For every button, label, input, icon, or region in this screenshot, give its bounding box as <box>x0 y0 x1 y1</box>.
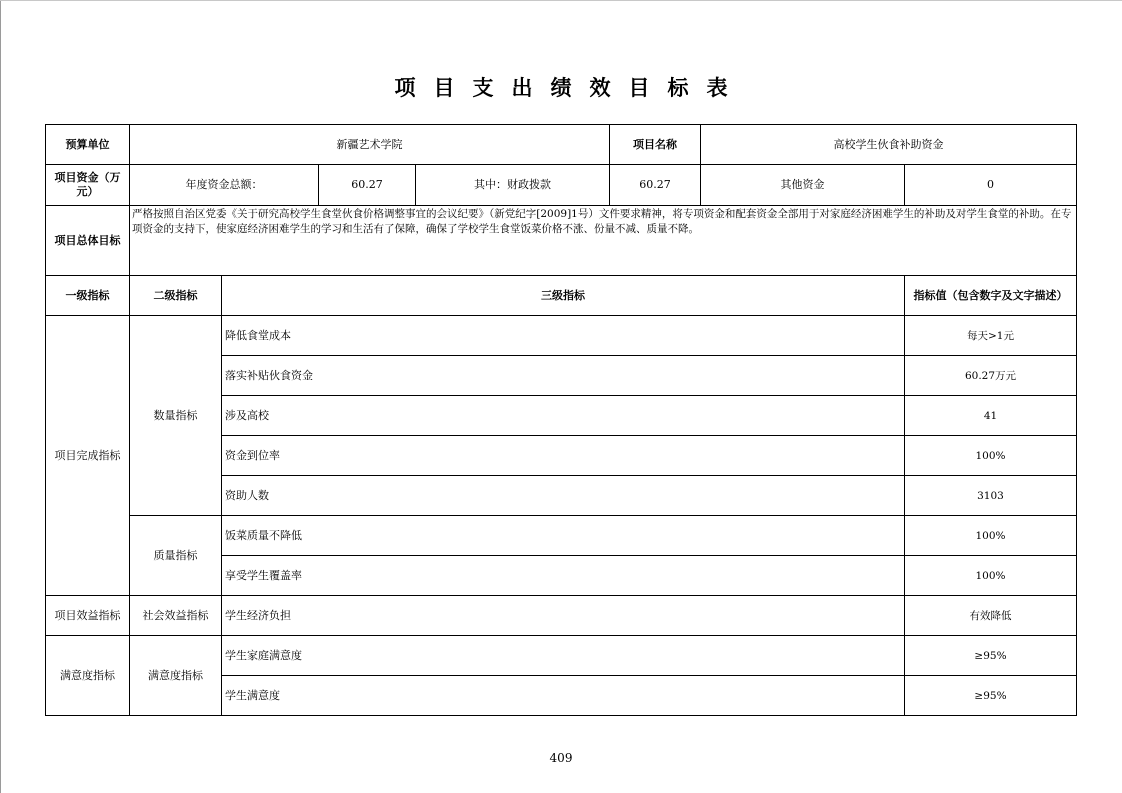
title-char: 目 <box>433 76 455 100</box>
satisfaction-group-l1: 满意度指标 <box>46 636 130 716</box>
completion-group: 项目完成指标 <box>46 316 130 596</box>
level1-header: 一级指标 <box>46 276 130 316</box>
indicator-cell: 学生家庭满意度 <box>222 636 905 676</box>
title-char: 目 <box>628 76 650 100</box>
goal-row <box>46 206 1077 276</box>
funds-row <box>46 165 1077 206</box>
fiscal-funds-value: 60.27 <box>610 165 701 206</box>
performance-target-table <box>45 124 1077 716</box>
table-row <box>46 516 1077 556</box>
budget-unit-label: 预算单位 <box>46 125 130 165</box>
title-char: 项 <box>394 76 416 100</box>
fiscal-funds-label: 其中：财政拨款 <box>416 165 610 206</box>
indicator-cell: 涉及高校 <box>222 396 905 436</box>
indicator-cell: 学生经济负担 <box>222 596 905 636</box>
indicator-value: 100% <box>905 436 1077 476</box>
indicator-value: 有效降低 <box>905 596 1077 636</box>
table-row <box>46 596 1077 636</box>
project-name-label: 项目名称 <box>610 125 701 165</box>
budget-unit-value: 新疆艺术学院 <box>130 125 610 165</box>
indicator-cell: 学生满意度 <box>222 676 905 716</box>
indicator-value: 41 <box>905 396 1077 436</box>
page-title <box>0 72 1122 102</box>
indicator-cell: 降低食堂成本 <box>222 316 905 356</box>
indicator-cell: 饭菜质量不降低 <box>222 516 905 556</box>
goal-text: 严格按照自治区党委《关于研究高校学生食堂伙食价格调整事宜的会议纪要》（新党纪字[2009]1号）文件要求精神，将专项资金和配套资金全部用于对家庭经济困难学生的补助及对学生食堂的补助。在专项资金的支持下，使家庭经济困难学生的学习和生活有了保障，确保了学校学生食堂饭菜价格不涨、份量不减、质量不降。 <box>130 206 1077 276</box>
level2-header: 二级指标 <box>130 276 222 316</box>
other-funds-value: 0 <box>905 165 1077 206</box>
title-char: 绩 <box>550 76 572 100</box>
indicator-value: 100% <box>905 556 1077 596</box>
table-row <box>46 316 1077 356</box>
indicator-value: 100% <box>905 516 1077 556</box>
title-char: 支 <box>472 76 494 100</box>
funds-label: 项目资金（万元） <box>46 165 130 206</box>
header-row <box>46 125 1077 165</box>
total-funds-label: 年度资金总额： <box>130 165 319 206</box>
goal-label: 项目总体目标 <box>46 206 130 276</box>
benefit-group: 项目效益指标 <box>46 596 130 636</box>
satisfaction-group-l2: 满意度指标 <box>130 636 222 716</box>
indicator-cell: 资金到位率 <box>222 436 905 476</box>
level3-header: 三级指标 <box>222 276 905 316</box>
indicator-value: 每天>1元 <box>905 316 1077 356</box>
other-funds-label: 其他资金 <box>701 165 905 206</box>
total-funds-value: 60.27 <box>319 165 416 206</box>
indicator-cell: 享受学生覆盖率 <box>222 556 905 596</box>
indicator-value: 3103 <box>905 476 1077 516</box>
value-header: 指标值（包含数字及文字描述） <box>905 276 1077 316</box>
project-name-value: 高校学生伙食补助资金 <box>701 125 1077 165</box>
title-char: 出 <box>511 76 533 100</box>
page-edge-top <box>0 0 1122 1</box>
indicator-cell: 资助人数 <box>222 476 905 516</box>
quality-group: 质量指标 <box>130 516 222 596</box>
page-edge-left <box>0 0 1 793</box>
indicator-value: 60.27万元 <box>905 356 1077 396</box>
indicator-cell: 落实补贴伙食资金 <box>222 356 905 396</box>
page-number: 409 <box>549 751 573 765</box>
indicator-value: ≥95% <box>905 676 1077 716</box>
title-char: 效 <box>589 76 611 100</box>
table-row <box>46 636 1077 676</box>
indicator-value: ≥95% <box>905 636 1077 676</box>
social-group: 社会效益指标 <box>130 596 222 636</box>
title-char: 表 <box>706 76 728 100</box>
column-header-row <box>46 276 1077 316</box>
quantity-group: 数量指标 <box>130 316 222 516</box>
title-char: 标 <box>667 76 689 100</box>
